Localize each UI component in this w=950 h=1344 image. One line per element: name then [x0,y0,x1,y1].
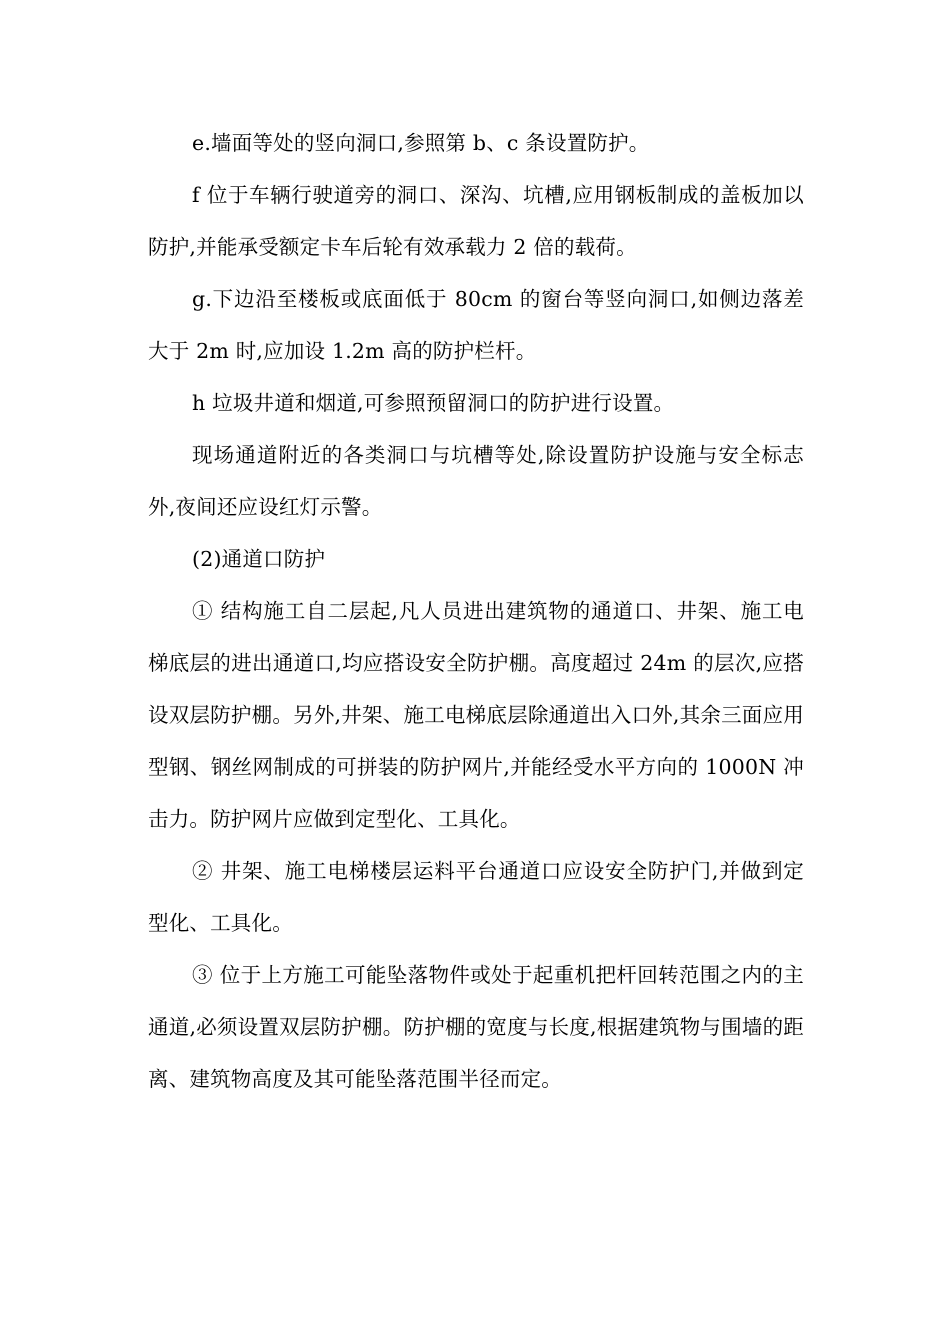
paragraph-item-3: ③ 位于上方施工可能坠落物件或处于起重机把杆回转范围之内的主通道,必须设置双层防护棚。防护棚的宽度与长度,根据建筑物与围墙的距离、建筑物高度及其可能坠落范围半径而定。 [148,963,804,1091]
paragraph-e-wall-openings: e.墙面等处的竖向洞口,参照第 b、c 条设置防护。 [192,131,650,155]
paragraph-g-window-openings: g.下边沿至楼板或底面低于 80cm 的窗台等竖向洞口,如侧边落差大于 2m 时,应加设 1.2m 高的防护栏杆。 [148,287,804,363]
paragraph-h-shafts: h 垃圾井道和烟道,可参照预留洞口的防护进行设置。 [192,391,675,415]
paragraph-passage-warning: 现场通道附近的各类洞口与坑槽等处,除设置防护设施与安全标志外,夜间还应设红灯示警。 [148,443,804,519]
section-heading-passage-protection: (2)通道口防护 [192,547,326,571]
paragraph-item-2: ② 井架、施工电梯楼层运料平台通道口应设安全防护门,并做到定型化、工具化。 [148,859,804,935]
document-body [148,117,804,1105]
paragraph-f-road-openings: f 位于车辆行驶道旁的洞口、深沟、坑槽,应用钢板制成的盖板加以防护,并能承受额定卡车后轮有效承载力 2 倍的载荷。 [148,183,804,259]
paragraph-item-1: ① 结构施工自二层起,凡人员进出建筑物的通道口、井架、施工电梯底层的进出通道口,均应搭设安全防护棚。高度超过 24m 的层次,应搭设双层防护棚。另外,井架、施工电梯底层除通道出入口外,其余三面应用型钢、钢丝网制成的可拼装的防护网片,并能经受水平方向的 1000N 冲击力。防护网片应做到定型化、工具化。 [148,599,804,831]
